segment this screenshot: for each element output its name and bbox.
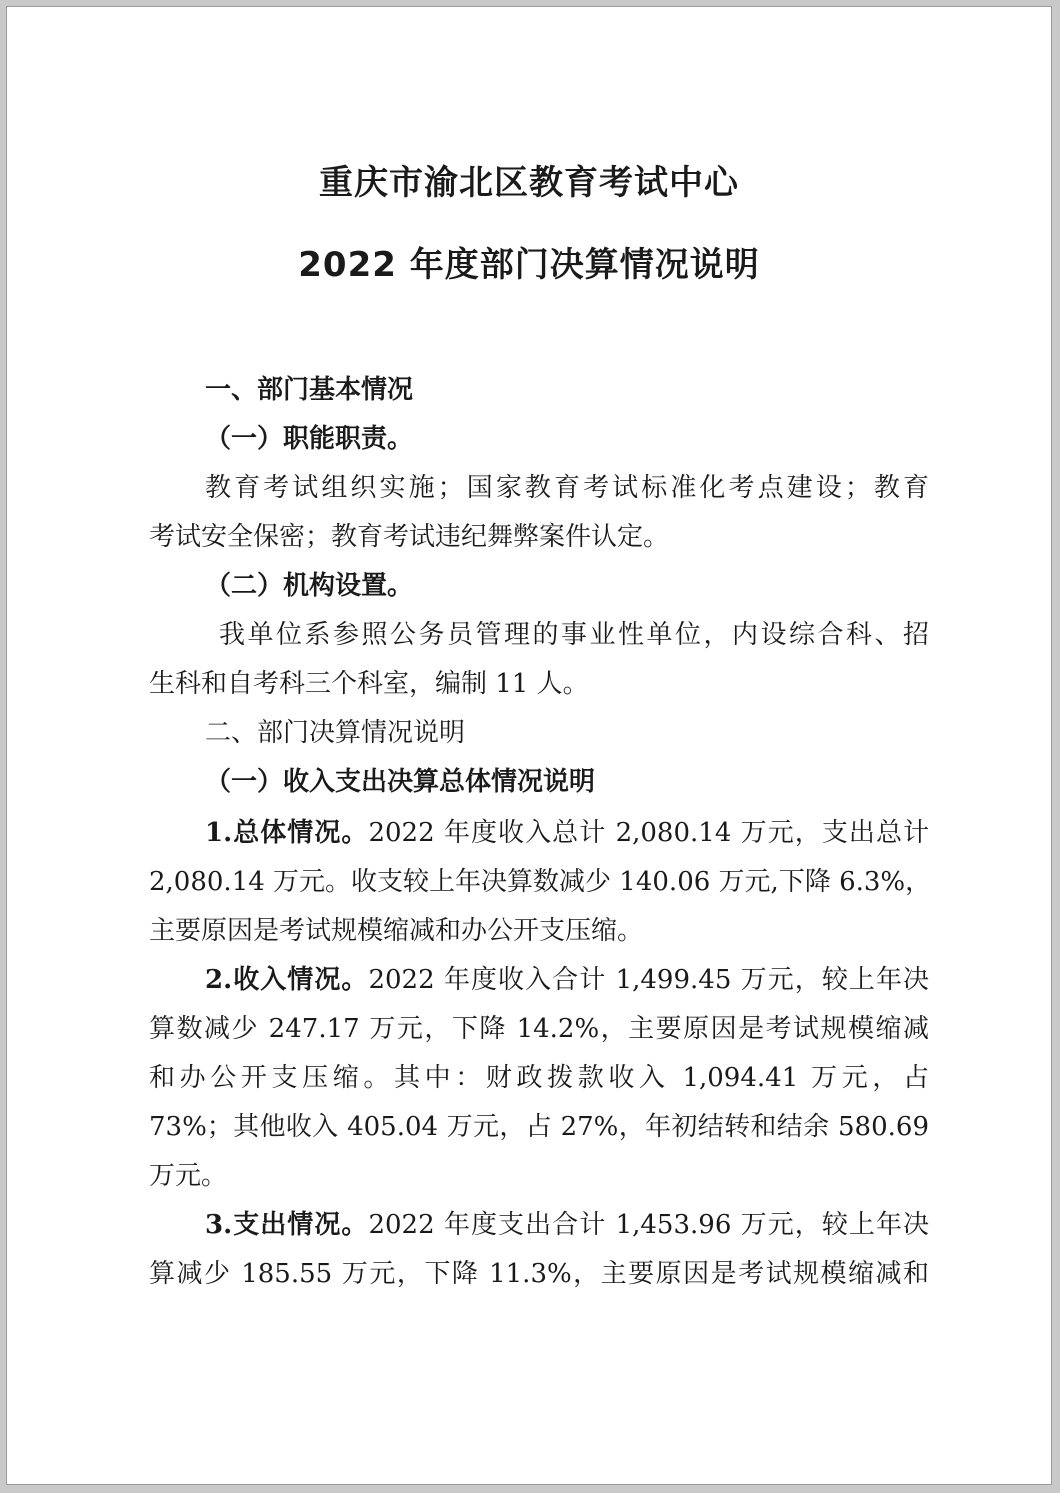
- item1-line2: 2,080.14 万元。收支较上年决算数减少 140.06 万元,下降 6.3%，: [149, 867, 932, 897]
- paragraph-organization-line2: 生科和自考科三个科室，编制 11 人。: [149, 669, 589, 699]
- subheading-functions: （一）职能职责。: [205, 424, 414, 454]
- item3-text-line1: 2022 年度支出合计 1,453.96 万元，较上年决: [368, 1210, 929, 1240]
- item1-line3: 主要原因是考试规模缩减和办公开支压缩。: [149, 916, 644, 946]
- subheading-income-expenditure: （一）收入支出决算总体情况说明: [205, 767, 596, 797]
- item2-line3: 和办公开支压缩。其中：财政拨款收入 1,094.41 万元，占: [149, 1063, 929, 1093]
- item1-line1: [205, 815, 929, 851]
- section-heading-final-accounts: 二、部门决算情况说明: [205, 718, 466, 748]
- paragraph-organization-line1: 我单位系参照公务员管理的事业性单位，内设综合科、招: [219, 620, 929, 650]
- section-heading-basic-info: 一、部门基本情况: [205, 375, 414, 405]
- item3-line1: [205, 1207, 929, 1243]
- item2-label: 2.收入情况。: [205, 965, 369, 995]
- item2-line1: [205, 962, 929, 998]
- item2-line4: 73%；其他收入 405.04 万元，占 27%，年初结转和结余 580.69: [149, 1112, 929, 1142]
- item2-text-line1: 2022 年度收入合计 1,499.45 万元，较上年决: [368, 965, 929, 995]
- paragraph-functions-line1: 教育考试组织实施；国家教育考试标准化考点建设；教育: [205, 473, 929, 503]
- document-page: [6, 6, 1052, 1485]
- document-title-line2: 2022 年度部门决算情况说明: [298, 245, 760, 285]
- item1-text-line1: 2022 年度收入总计 2,080.14 万元，支出总计: [368, 818, 929, 848]
- item2-line2: 算数减少 247.17 万元，下降 14.2%，主要原因是考试规模缩减: [149, 1014, 929, 1044]
- subheading-organization: （二）机构设置。: [205, 571, 414, 601]
- item1-label: 1.总体情况。: [205, 818, 369, 848]
- item2-line5: 万元。: [149, 1161, 228, 1191]
- document-title-line1: 重庆市渝北区教育考试中心: [319, 163, 739, 203]
- paragraph-functions-line2: 考试安全保密；教育考试违纪舞弊案件认定。: [149, 522, 670, 552]
- item3-line2: 算减少 185.55 万元，下降 11.3%，主要原因是考试规模缩减和: [149, 1259, 929, 1289]
- item3-label: 3.支出情况。: [205, 1210, 369, 1240]
